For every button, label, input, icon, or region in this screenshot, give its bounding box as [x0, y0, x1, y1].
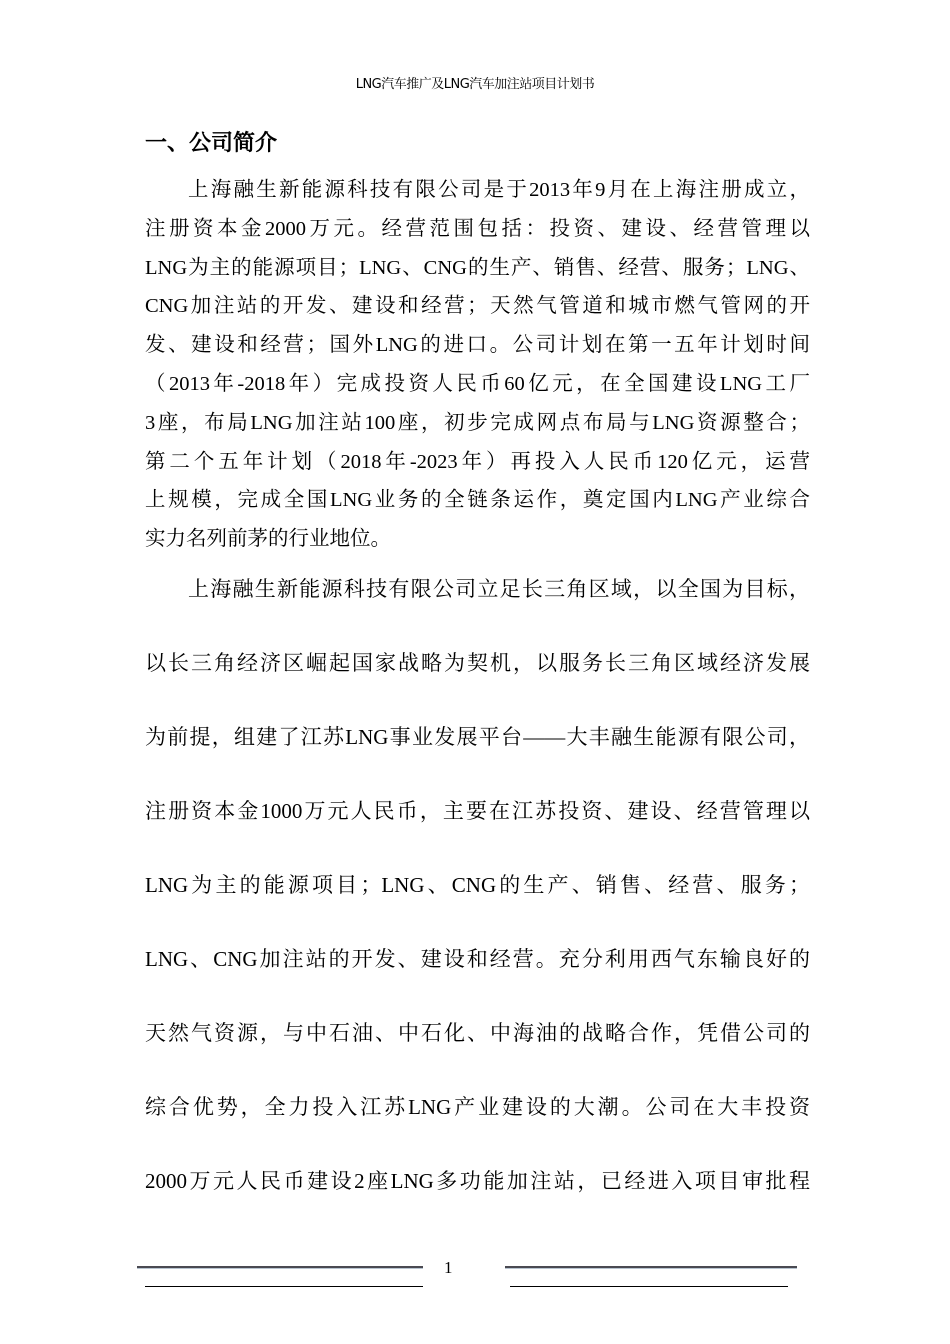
paragraph-jiangsu-platform [145, 578, 810, 1244]
text-line: 天然气资源，与中石油、中石化、中海油的战略合作，凭借公司的 [145, 1021, 810, 1045]
footer-rule-left [145, 1286, 423, 1287]
paragraph-company-intro [145, 179, 810, 567]
section-heading: 一、公司简介 [145, 131, 278, 156]
page-number: 1 [444, 1258, 453, 1277]
text-line: 第二个五年计划（2018年-2023年）再投入人民币120亿元，运营 [145, 450, 810, 473]
text-line: 发、建设和经营；国外LNG的进口。公司计划在第一五年计划时间 [145, 334, 810, 357]
text-line: 上海融生新能源科技有限公司是于2013年9月在上海注册成立， [188, 179, 810, 201]
text-line: CNG加注站的开发、建设和经营；天然气管道和城市燃气管网的开 [145, 295, 810, 318]
footer-rule-right [510, 1286, 788, 1287]
text-line: LNG为主的能源项目；LNG、CNG的生产、销售、经营、服务；LNG、 [145, 256, 810, 279]
page-header: LNG汽车推广及LNG汽车加注站项目计划书 [355, 77, 595, 92]
text-line: 上规模，完成全国LNG业务的全链条运作，奠定国内LNG产业综合 [145, 489, 810, 512]
text-line: 注册资本金1000万元人民币，主要在江苏投资、建设、经营管理以 [145, 799, 810, 823]
text-line: LNG为主的能源项目；LNG、CNG的生产、销售、经营、服务； [145, 873, 810, 897]
text-line: LNG、CNG加注站的开发、建设和经营。充分利用西气东输良好的 [145, 947, 810, 971]
text-line: 上海融生新能源科技有限公司立足长三角区域，以全国为目标， [188, 577, 810, 601]
text-line: 2000万元人民币建设2座LNG多功能加注站，已经进入项目审批程 [145, 1169, 810, 1193]
text-line: 注册资本金2000万元。经营范围包括：投资、建设、经营管理以 [145, 217, 810, 240]
text-line: （2013年-2018年）完成投资人民币60亿元，在全国建设LNG工厂 [145, 372, 810, 395]
footer-divider-left [137, 1266, 423, 1268]
text-line: 3座，布局LNG加注站100座，初步完成网点布局与LNG资源整合； [145, 411, 810, 434]
text-line: 实力名列前茅的行业地位。 [145, 528, 391, 551]
footer-divider-right [505, 1266, 797, 1268]
text-line: 为前提，组建了江苏LNG事业发展平台——大丰融生能源有限公司， [145, 725, 810, 749]
text-line: 以长三角经济区崛起国家战略为契机，以服务长三角区域经济发展 [145, 651, 810, 675]
text-line: 综合优势，全力投入江苏LNG产业建设的大潮。公司在大丰投资 [145, 1095, 810, 1119]
